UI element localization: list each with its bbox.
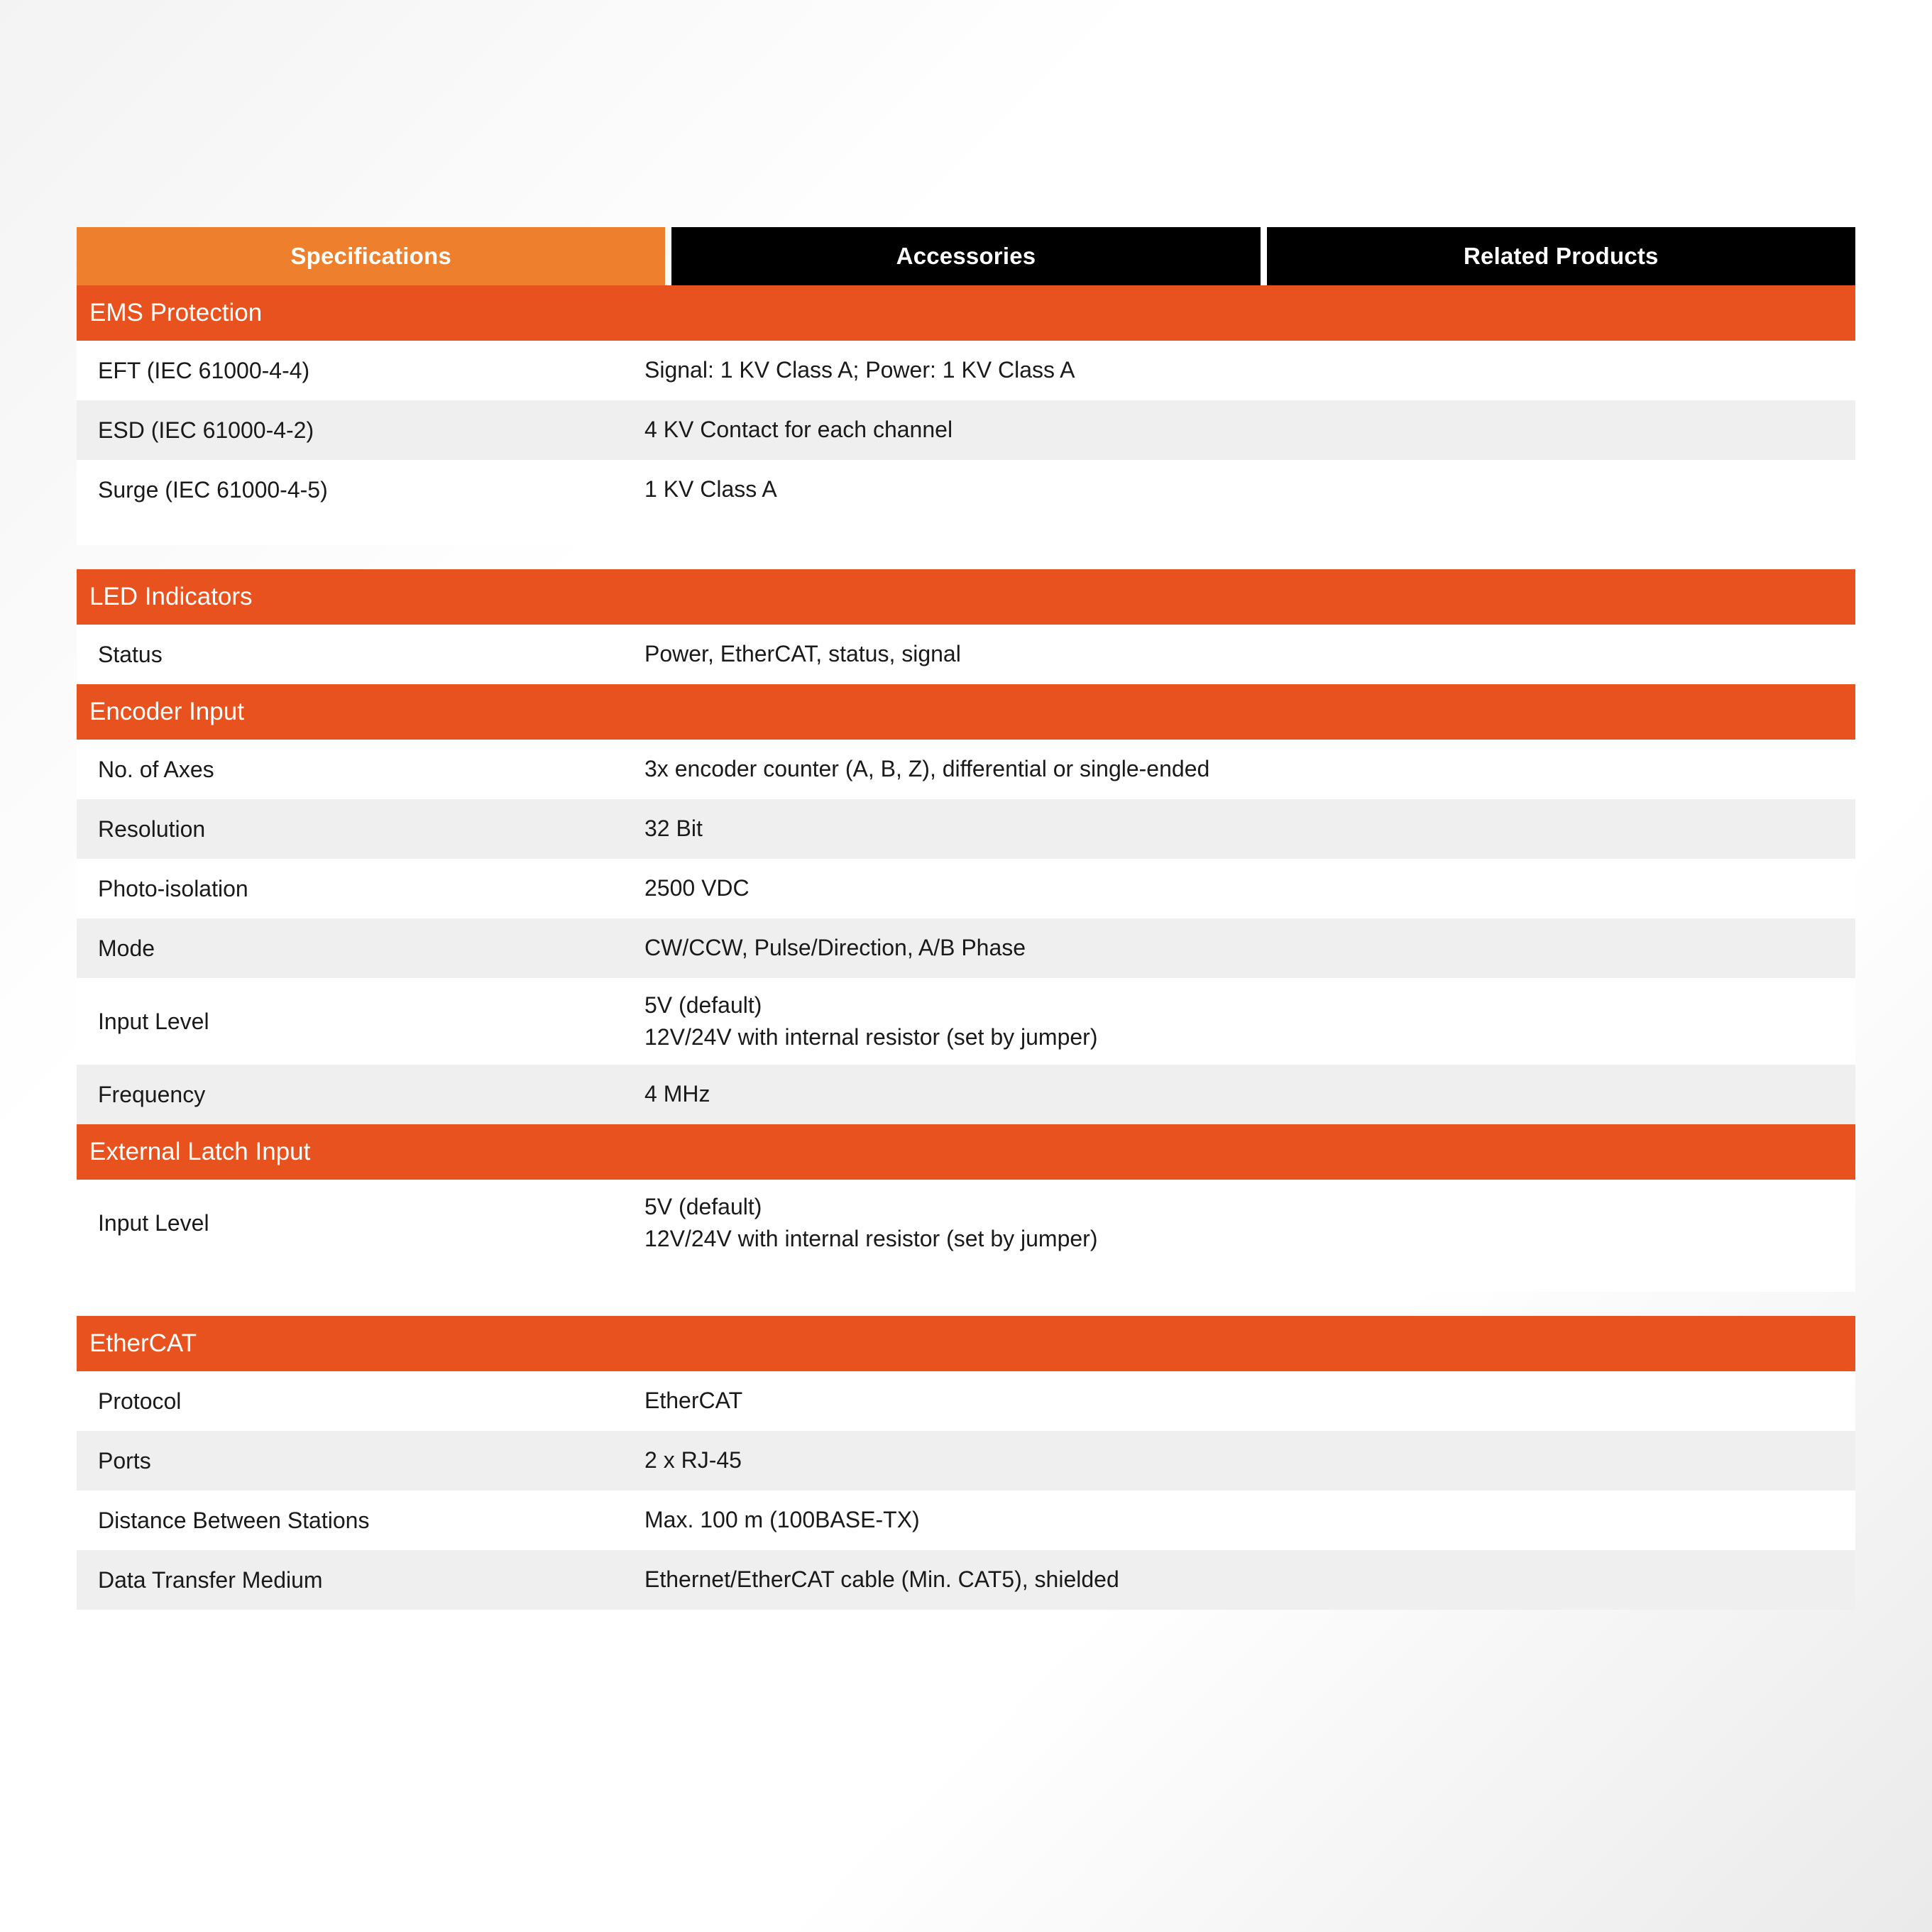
row-value-line: 4 KV Contact for each channel [644, 417, 953, 443]
section-header-external-latch-input [77, 1124, 1855, 1180]
section-header-ethercat [77, 1316, 1855, 1371]
row-value [644, 1385, 1855, 1417]
row-value-line: 4 MHz [644, 1081, 710, 1107]
table-row [77, 1180, 1855, 1266]
row-value-line: 2500 VDC [644, 875, 750, 901]
section-title: External Latch Input [89, 1138, 311, 1165]
row-value-line: 1 KV Class A [644, 476, 777, 503]
row-spacer [77, 1266, 1855, 1292]
row-value [644, 414, 1855, 446]
row-value-line: 5V (default) [644, 992, 762, 1018]
row-label: Photo-isolation [98, 875, 248, 901]
section-gap [77, 545, 1855, 569]
tab-label: Accessories [896, 243, 1036, 269]
table-row [77, 1065, 1855, 1124]
row-value [644, 872, 1855, 904]
row-value-line: 12V/24V with internal resistor (set by jumper) [644, 1226, 1098, 1251]
table-row [77, 400, 1855, 460]
row-value-line: EtherCAT [644, 1388, 743, 1414]
table-row [77, 625, 1855, 684]
row-value [644, 1191, 1855, 1256]
row-label: ESD (IEC 61000-4-2) [98, 417, 314, 443]
row-value-line: CW/CCW, Pulse/Direction, A/B Phase [644, 935, 1026, 961]
table-row [77, 799, 1855, 859]
row-label: Surge (IEC 61000-4-5) [98, 476, 328, 503]
table-row [77, 859, 1855, 918]
row-label: Status [98, 641, 163, 667]
tab-specifications[interactable] [77, 227, 665, 285]
row-value [644, 354, 1855, 386]
tab-related-products[interactable] [1267, 227, 1855, 285]
row-value [644, 1504, 1855, 1536]
tab-bar [77, 227, 1855, 285]
table-row [77, 918, 1855, 978]
section-header-ems-protection [77, 285, 1855, 341]
row-value [644, 1444, 1855, 1476]
row-spacer [77, 520, 1855, 545]
tab-accessories[interactable] [671, 227, 1260, 285]
row-value-line: 3x encoder counter (A, B, Z), differential or single-ended [644, 756, 1210, 782]
tab-label: Related Products [1464, 243, 1659, 269]
row-label: Resolution [98, 816, 206, 842]
table-row [77, 1550, 1855, 1610]
row-value [644, 989, 1855, 1054]
row-label: Distance Between Stations [98, 1507, 370, 1533]
row-value [644, 1078, 1855, 1110]
row-value [644, 1564, 1855, 1596]
row-value-line: Ethernet/EtherCAT cable (Min. CAT5), shielded [644, 1566, 1119, 1593]
row-value [644, 932, 1855, 964]
row-value [644, 638, 1855, 670]
row-label: Input Level [98, 1008, 209, 1034]
row-value [644, 813, 1855, 845]
table-row [77, 1371, 1855, 1431]
row-value-line: 32 Bit [644, 816, 703, 842]
row-value-line: Power, EtherCAT, status, signal [644, 641, 961, 667]
row-value [644, 753, 1855, 785]
tab-label: Specifications [290, 243, 451, 269]
table-row [77, 978, 1855, 1065]
section-title: EMS Protection [89, 299, 263, 326]
row-label: No. of Axes [98, 756, 214, 782]
section-title: LED Indicators [89, 583, 253, 610]
row-value-line: 2 x RJ-45 [644, 1447, 742, 1473]
row-value-line: Max. 100 m (100BASE-TX) [644, 1507, 920, 1533]
table-row [77, 740, 1855, 799]
section-header-led-indicators [77, 569, 1855, 625]
section-gap [77, 1292, 1855, 1316]
specifications-panel [77, 227, 1855, 1610]
row-label: Ports [98, 1447, 151, 1473]
row-label: Data Transfer Medium [98, 1566, 323, 1593]
section-title: Encoder Input [89, 698, 244, 725]
row-value-line: 5V (default) [644, 1193, 762, 1219]
row-label: Input Level [98, 1209, 209, 1236]
section-header-encoder-input [77, 684, 1855, 740]
section-title: EtherCAT [89, 1329, 197, 1357]
row-value [644, 473, 1855, 505]
row-label: EFT (IEC 61000-4-4) [98, 357, 310, 383]
row-label: Mode [98, 935, 155, 961]
row-label: Frequency [98, 1081, 206, 1107]
row-label: Protocol [98, 1388, 182, 1414]
row-value-line: Signal: 1 KV Class A; Power: 1 KV Class A [644, 357, 1075, 383]
table-row [77, 341, 1855, 400]
row-value-line: 12V/24V with internal resistor (set by jumper) [644, 1024, 1098, 1050]
table-row [77, 1431, 1855, 1491]
table-row [77, 1491, 1855, 1550]
table-row [77, 460, 1855, 520]
